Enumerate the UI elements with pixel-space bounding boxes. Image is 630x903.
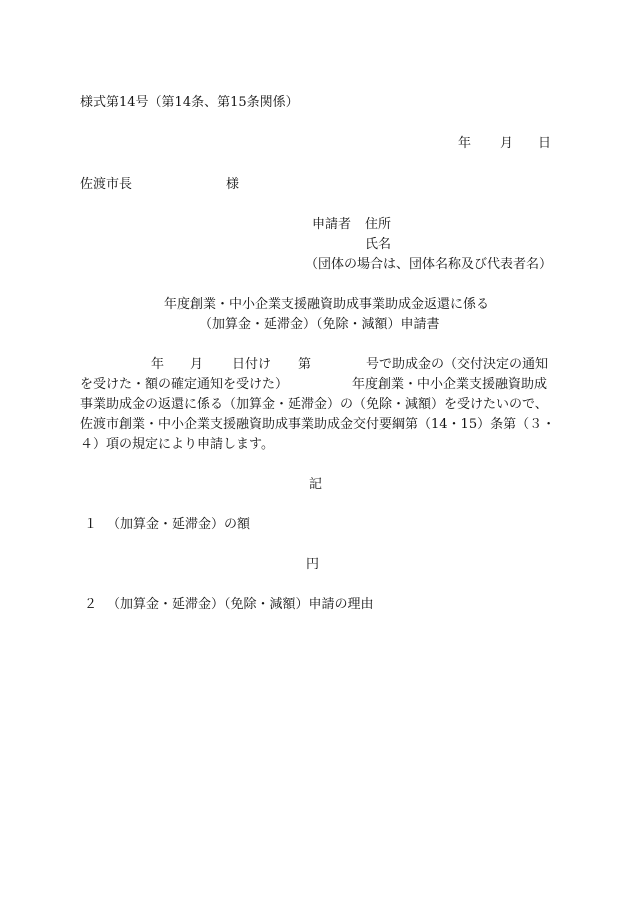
body-line1-rest: 号で助成金の（交付決定の通知 [366, 357, 549, 372]
addressee-title: 佐渡市長 [80, 177, 133, 192]
form-label: 様式第14号（第14条、第15条関係） [80, 95, 299, 110]
item-2-text: （加算金・延滞金）（免除・減額）申請の理由 [107, 597, 374, 612]
body-line2-left: を受けた・額の確定通知を受けた） [80, 377, 289, 392]
applicant-address-label: 住所 [365, 217, 392, 232]
document-title-line1: 年度創業・中小企業支援融資助成事業助成金返還に係る [164, 297, 490, 312]
body-month: 月 [190, 357, 204, 372]
date-month: 月 [500, 136, 514, 151]
body-line3: 事業助成金の返還に係る（加算金・延滞金）の（免除・減額）を受けたいので、 [80, 397, 548, 412]
date-year: 年 [458, 136, 472, 151]
body-year: 年 [151, 357, 165, 372]
item-2-number: ２ [84, 597, 98, 612]
applicant-label: 申請者 [312, 217, 352, 232]
date-day: 日 [538, 136, 552, 151]
item-1-text: （加算金・延滞金）の額 [107, 517, 251, 532]
applicant-name-label: 氏名 [365, 237, 392, 252]
ki-heading: 記 [309, 477, 323, 492]
body-dated: 日付け [232, 357, 272, 372]
document-title-line2: （加算金・延滞金）（免除・減額）申請書 [199, 317, 440, 332]
applicant-note: （団体の場合は、団体名称及び代表者名） [305, 257, 553, 272]
addressee-honorific: 様 [226, 177, 240, 192]
body-number-prefix: 第 [298, 357, 312, 372]
body-line5: ４）項の規定により申請します。 [80, 437, 274, 452]
yen-label: 円 [306, 557, 320, 572]
item-1-number: １ [84, 517, 98, 532]
body-line4: 佐渡市創業・中小企業支援融資助成事業助成金交付要綱第（14・15）条第（３・ [80, 417, 556, 432]
body-line2-right: 年度創業・中小企業支援融資助成 [352, 377, 548, 392]
